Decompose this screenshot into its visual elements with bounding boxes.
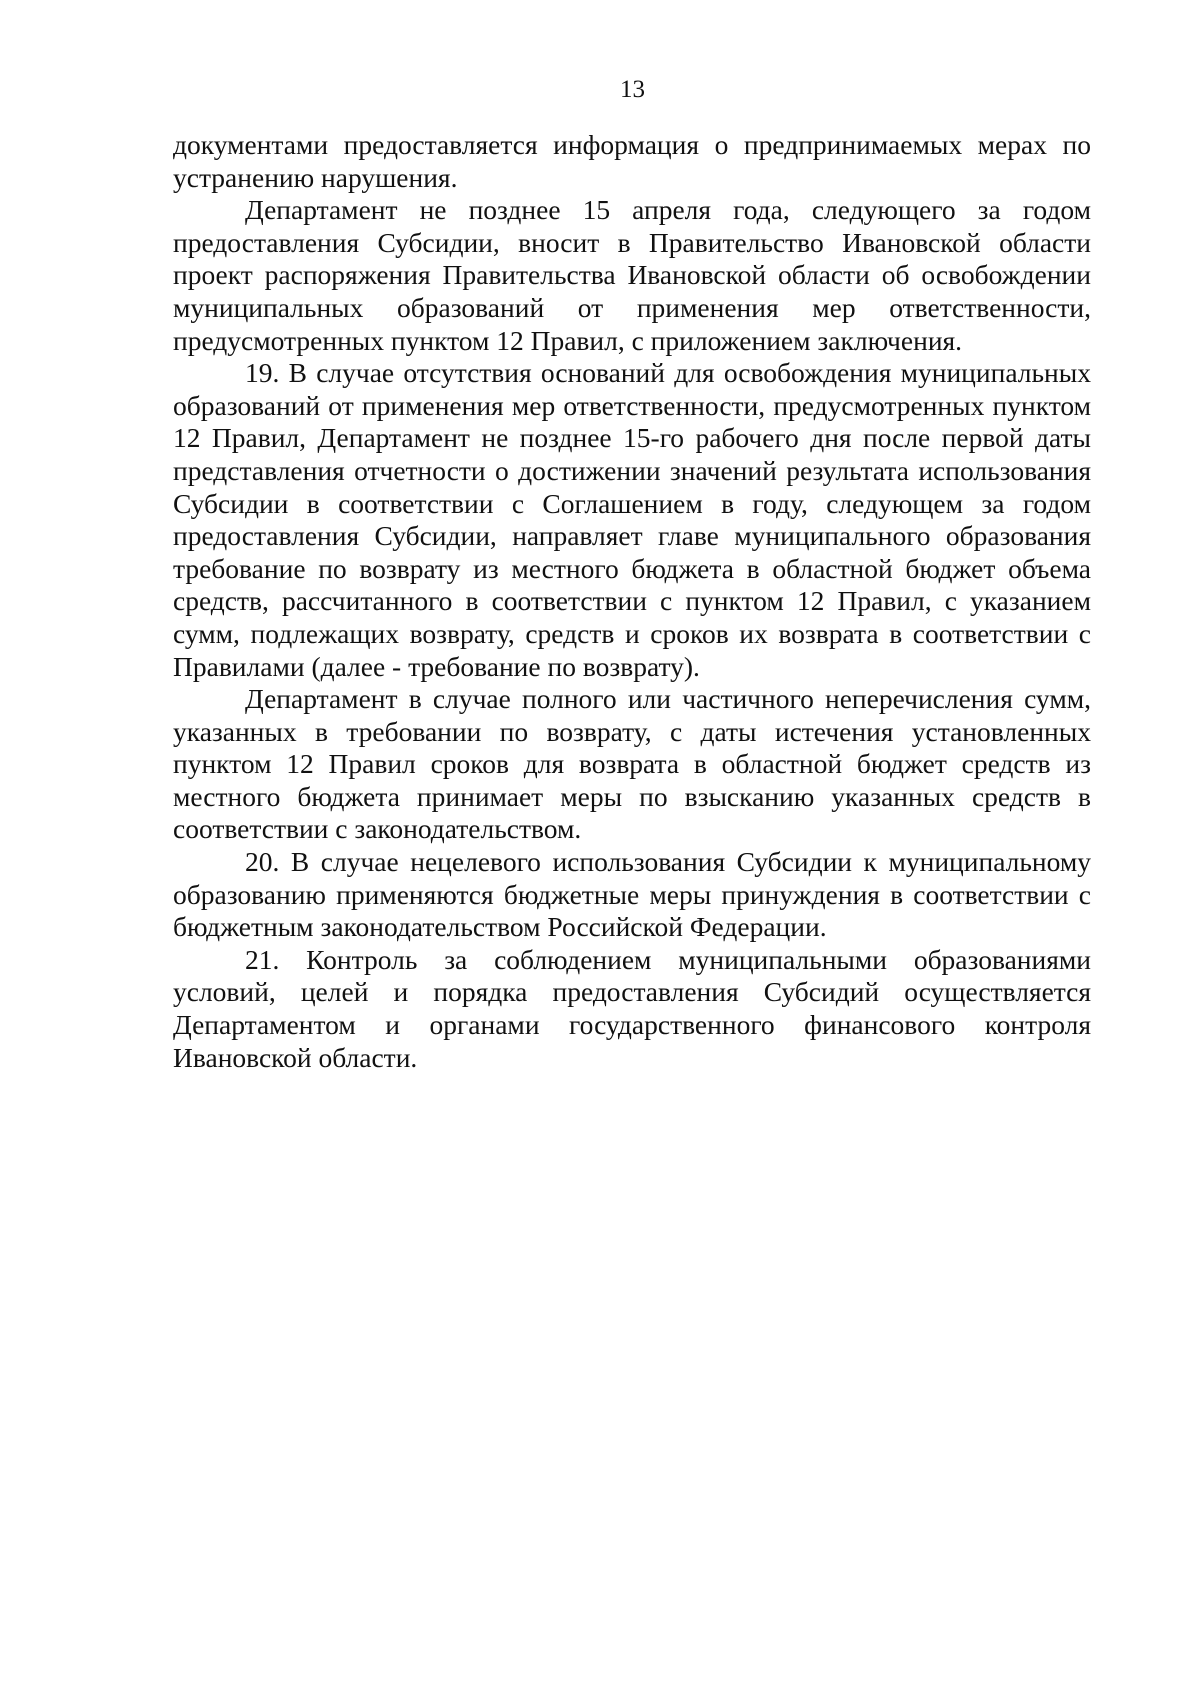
document-body: [173, 129, 1091, 1074]
paragraph-continuation: документами предоставляется информация о предпринимаемых мерах по устранению нарушения.: [173, 129, 1091, 193]
page-number: 13: [620, 76, 645, 103]
paragraph-item-21: 21. Контроль за соблюдением муниципальными образованиями условий, целей и порядка предоставления Субсидий осуществляется Департаментом и органами государственного финансового контроля Ивановской области.: [173, 943, 1091, 1073]
paragraph-item-20: 20. В случае нецелевого использования Субсидии к муниципальному образованию применяются бюджетные меры принуждения в соответствии с бюджетным законодательством Российской Федерации.: [173, 846, 1091, 943]
paragraph-department-recovery: Департамент в случае полного или частичного неперечисления сумм, указанных в требовании по возврату, с даты истечения установленных пунктом 12 Правил сроков для возврата в областной бюджет средств из местного бюджета принимает меры по взысканию указанных средств в соответствии с законодательством.: [173, 683, 1091, 845]
paragraph-item-19: 19. В случае отсутствия оснований для освобождения муниципальных образований от применения мер ответственности, предусмотренных пунктом 12 Правил, Департамент не позднее 15-го рабочего дня после первой даты представления отчетности о достижении значений результата использования Субсидии в соответствии с Соглашением в году, следующем за годом предоставления Субсидии, направляет главе муниципального образования требование по возврату из местного бюджета в областной бюджет объема средств, рассчитанного в соответствии с пунктом 12 Правил, с указанием сумм, подлежащих возврату, средств и сроков их возврата в соответствии с Правилами (далее - требование по возврату).: [173, 357, 1091, 682]
paragraph-department-deadline: Департамент не позднее 15 апреля года, следующего за годом предоставления Субсидии, вносит в Правительство Ивановской области проект распоряжения Правительства Ивановской области об освобождении муниципальных образований от применения мер ответственности, предусмотренных пунктом 12 Правил, с приложением заключения.: [173, 194, 1091, 356]
